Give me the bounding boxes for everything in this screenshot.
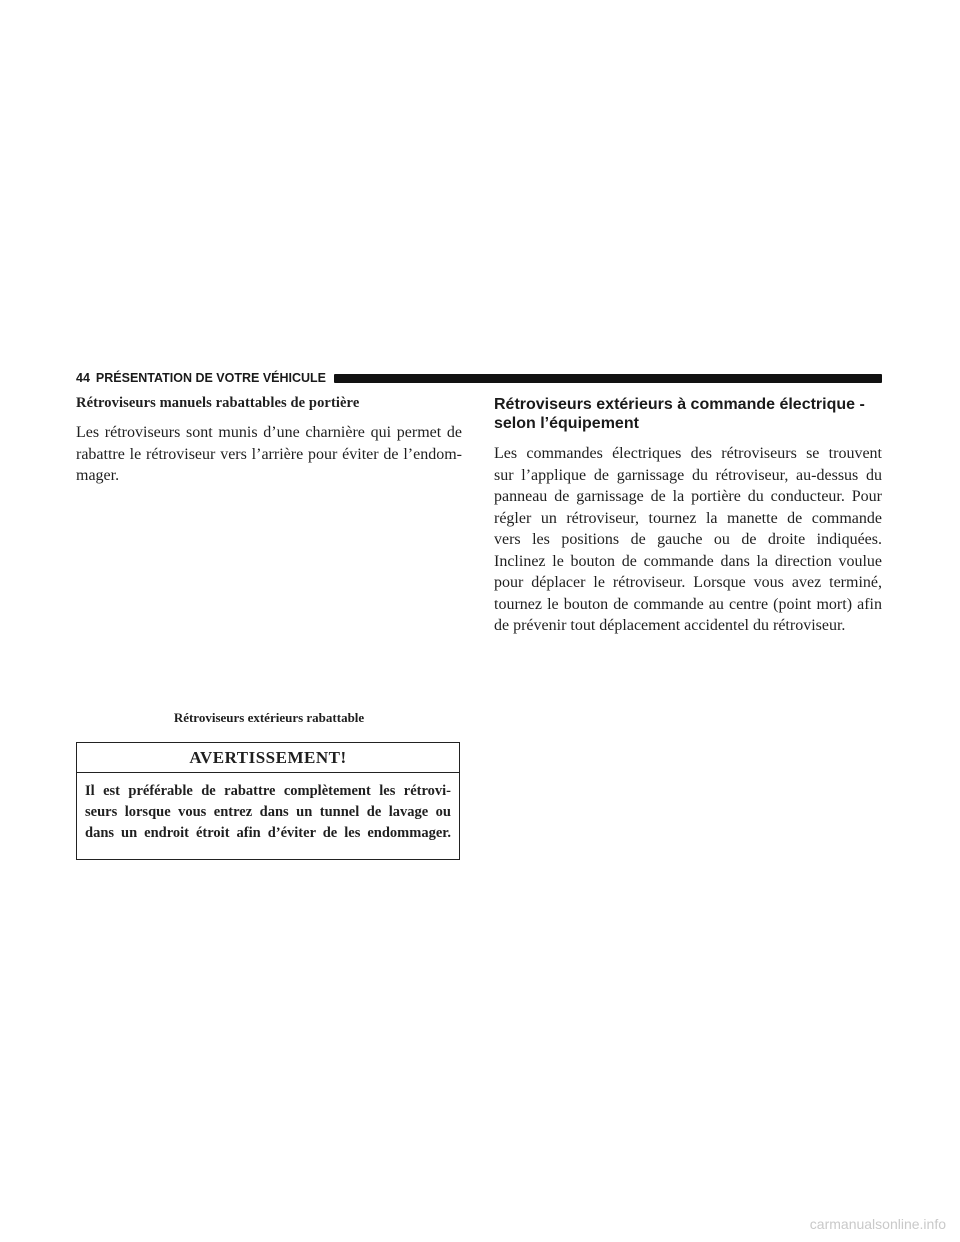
paragraph-line: panneau de garnissage de la portière du conducteur. Pour — [494, 488, 882, 505]
warning-line: Il est préférable de rabattre complètement les rétrovi- — [85, 783, 451, 799]
right-column — [494, 395, 882, 637]
warning-line: seurs lorsque vous entrez dans un tunnel de lavage ou — [85, 804, 451, 820]
heading-line: selon l’équipement — [494, 415, 639, 432]
paragraph-line: de prévenir tout déplacement accidentel du rétroviseur. — [494, 617, 846, 634]
header-rule — [334, 374, 882, 383]
section-title: PRÉSENTATION DE VOTRE VÉHICULE — [95, 371, 327, 385]
paragraph-line: régler un rétroviseur, tournez la manette de commande — [494, 509, 882, 527]
paragraph-line: mager. — [76, 467, 120, 484]
warning-box — [76, 742, 460, 860]
watermark: carmanualsonline.info — [809, 1216, 946, 1232]
paragraph-line: tournez le bouton de commande au centre (point mort) afin — [494, 595, 882, 613]
paragraph-line: rabattre le rétroviseur vers l’arrière pour éviter de l’endom- — [76, 445, 462, 463]
paragraph-line: pour déplacer le rétroviseur. Lorsque vous avez terminé, — [494, 574, 882, 591]
paragraph-line: Les commandes électriques des rétroviseurs se trouvent — [494, 445, 882, 462]
mirror-illustration — [76, 475, 462, 700]
paragraph-line: vers les positions de gauche ou de droite indiquées. — [494, 531, 882, 548]
paragraph-line: Inclinez le bouton de commande dans la direction voulue — [494, 552, 882, 570]
page-number: 44 — [76, 371, 90, 385]
warning-title: AVERTISSEMENT! — [77, 743, 459, 773]
paragraph-line: Les rétroviseurs sont munis d’une charnière qui permet de — [76, 424, 462, 441]
figure-caption: Rétroviseurs extérieurs rabattable — [173, 710, 365, 725]
warning-text — [77, 773, 459, 844]
left-column — [76, 395, 462, 487]
power-mirrors-heading — [494, 395, 882, 433]
heading-line: Rétroviseurs extérieurs à commande électrique - — [494, 396, 865, 413]
manual-mirrors-heading: Rétroviseurs manuels rabattables de portière — [76, 395, 360, 411]
page-header — [76, 368, 882, 388]
paragraph-line: sur l’applique de garnissage du rétroviseur, au-dessus du — [494, 466, 882, 484]
warning-line: dans un endroit étroit afin d’éviter de les endommager. — [85, 825, 451, 841]
power-mirrors-paragraph — [494, 443, 882, 637]
